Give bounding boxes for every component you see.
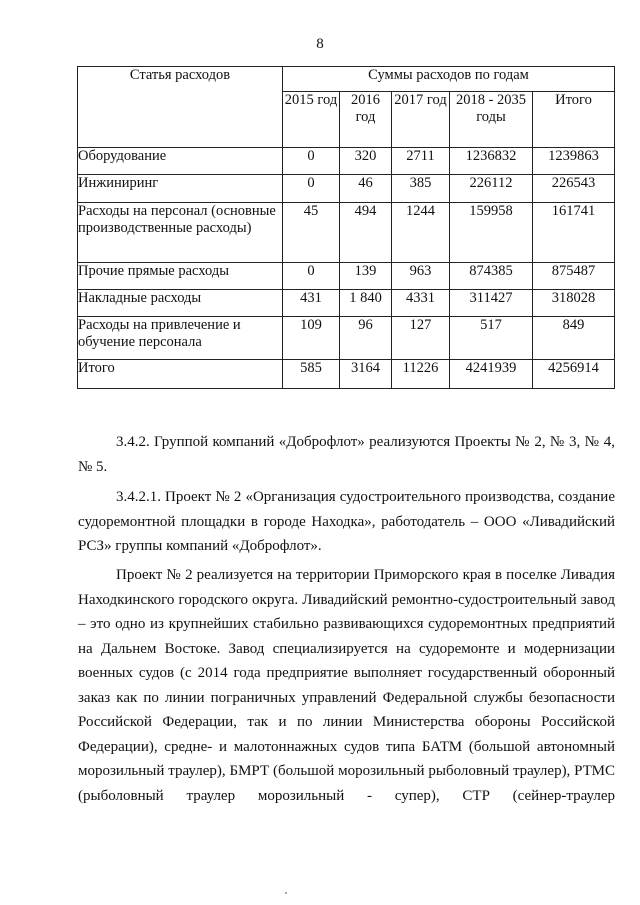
cell-value: 1236832 — [450, 148, 533, 175]
cell-value: 874385 — [450, 263, 533, 290]
header-year-2017: 2017 год — [392, 92, 450, 148]
cell-value: 4256914 — [533, 360, 615, 389]
row-label: Итого — [78, 360, 283, 389]
table-row — [78, 175, 615, 203]
scan-artifact-dot — [285, 892, 287, 894]
header-total: Итого — [533, 92, 615, 148]
cell-value: 1244 — [392, 203, 450, 263]
table-row — [78, 290, 615, 317]
cell-value: 963 — [392, 263, 450, 290]
table-row — [78, 148, 615, 175]
table-row — [78, 317, 615, 360]
cell-value: 311427 — [450, 290, 533, 317]
paragraph-3-4-2-1: 3.4.2.1. Проект № 2 «Организация судостроительного производства, создание судоремонтной площадки в городе Находка», работодатель – ООО «Ливадийский РСЗ» группы компаний «Доброфлот». — [78, 489, 615, 554]
row-label: Расходы на персонал (основные производственные расходы) — [78, 203, 283, 263]
cell-value: 226543 — [533, 175, 615, 203]
cell-value: 45 — [283, 203, 340, 263]
cell-value: 139 — [340, 263, 392, 290]
row-label: Оборудование — [78, 148, 283, 175]
cell-value: 226112 — [450, 175, 533, 203]
cell-value: 318028 — [533, 290, 615, 317]
cell-value: 109 — [283, 317, 340, 360]
table-header-row — [78, 67, 615, 92]
table-total-row — [78, 360, 615, 389]
cell-value: 320 — [340, 148, 392, 175]
cell-value: 1 840 — [340, 290, 392, 317]
paragraph-3-4-2: 3.4.2. Группой компаний «Доброфлот» реализуются Проекты № 2, № 3, № 4, № 5. — [78, 434, 615, 475]
cell-value: 849 — [533, 317, 615, 360]
cell-value: 0 — [283, 263, 340, 290]
cell-value: 1239863 — [533, 148, 615, 175]
expenses-table — [77, 66, 615, 389]
cell-value: 127 — [392, 317, 450, 360]
header-expense-item: Статья расходов — [78, 67, 283, 148]
header-year-2015: 2015 год — [283, 92, 340, 148]
cell-value: 11226 — [392, 360, 450, 389]
cell-value: 875487 — [533, 263, 615, 290]
header-year-2018-2035: 2018 - 2035 годы — [450, 92, 533, 148]
cell-value: 4331 — [392, 290, 450, 317]
row-label: Расходы на привлечение и обучение персонала — [78, 317, 283, 360]
cell-value: 159958 — [450, 203, 533, 263]
row-label: Накладные расходы — [78, 290, 283, 317]
header-amounts-by-year: Суммы расходов по годам — [283, 67, 615, 92]
paragraph-project-2-description: Проект № 2 реализуется на территории Приморского края в поселке Ливадия Находкинского городского округа. Ливадийский ремонтно-судостроительный завод – это одно из крупнейших стабильно развивающихся судоремонтных предприятий на Дальнем Востоке. Завод специализируется на судоремонте и модернизации военных судов (с 2014 года предприятие выполняет государственный оборонный заказ как по линии пограничных управлений Федеральной службы безопасности Российской Федерации, так и по линии Министерства обороны Российской Федерации), средне- и малотоннажных судов типа БАТМ (большой автономный морозильный траулер), БМРТ (большой морозильный рыболовный траулер), РТМС (рыболовный траулер морозильный - супер), СТР (сейнер-траулер — [78, 567, 615, 804]
cell-value: 385 — [392, 175, 450, 203]
cell-value: 0 — [283, 148, 340, 175]
cell-value: 3164 — [340, 360, 392, 389]
table-row — [78, 263, 615, 290]
cell-value: 2711 — [392, 148, 450, 175]
table-row — [78, 203, 615, 263]
cell-value: 431 — [283, 290, 340, 317]
cell-value: 161741 — [533, 203, 615, 263]
row-label: Инжиниринг — [78, 175, 283, 203]
row-label: Прочие прямые расходы — [78, 263, 283, 290]
cell-value: 4241939 — [450, 360, 533, 389]
cell-value: 96 — [340, 317, 392, 360]
cell-value: 494 — [340, 203, 392, 263]
cell-value: 46 — [340, 175, 392, 203]
cell-value: 0 — [283, 175, 340, 203]
page-number: 8 — [316, 36, 324, 52]
cell-value: 517 — [450, 317, 533, 360]
cell-value: 585 — [283, 360, 340, 389]
header-year-2016: 2016 год — [340, 92, 392, 148]
